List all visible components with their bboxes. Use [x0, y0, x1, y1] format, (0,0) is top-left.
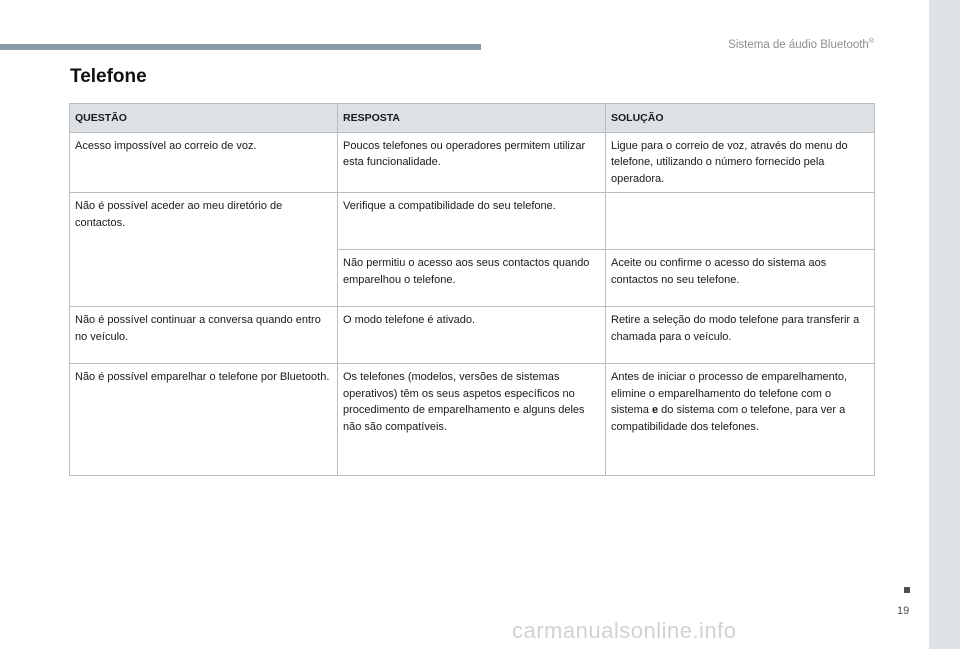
- header-title-text: Sistema de áudio Bluetooth: [728, 38, 869, 51]
- page-marker-square: [904, 587, 910, 593]
- solution-text-pre: Antes de iniciar o processo de emparelhamento, elimine o emparelhamento do telefone com o sistema: [611, 371, 848, 416]
- solution-cell: Retire a seleção do modo telefone para transferir a chamada para o veículo.: [606, 307, 875, 364]
- faq-table: [69, 103, 875, 476]
- header-accent-bar: [0, 44, 481, 50]
- section-title: Telefone: [70, 66, 147, 87]
- solution-cell: [606, 364, 875, 476]
- question-cell: Acesso impossível ao correio de voz.: [70, 132, 338, 193]
- solution-text-bold: e: [651, 404, 659, 416]
- registered-mark: ®: [868, 38, 874, 45]
- column-header-solution: SOLUÇÃO: [606, 104, 875, 133]
- question-cell: Não é possível emparelhar o telefone por Bluetooth.: [70, 364, 338, 476]
- header-title: [728, 38, 874, 51]
- table-row: [70, 364, 875, 476]
- solution-cell: Ligue para o correio de voz, através do menu do telefone, utilizando o número fornecido pela operadora.: [606, 132, 875, 193]
- solution-cell: Aceite ou confirme o acesso do sistema aos contactos no seu telefone.: [606, 250, 875, 307]
- column-header-question: QUESTÃO: [70, 104, 338, 133]
- answer-cell: Os telefones (modelos, versões de sistemas operativos) têm os seus aspetos específicos no procedimento de emparelhamento e alguns deles não são compatíveis.: [338, 364, 606, 476]
- solution-cell: [606, 193, 875, 250]
- table-row: [70, 193, 875, 250]
- table-row: [70, 307, 875, 364]
- page-number: 19: [897, 605, 910, 617]
- question-cell: Não é possível continuar a conversa quando entro no veículo.: [70, 307, 338, 364]
- table-header-row: [70, 104, 875, 133]
- answer-cell: Poucos telefones ou operadores permitem utilizar esta funcionalidade.: [338, 132, 606, 193]
- answer-cell: O modo telefone é ativado.: [338, 307, 606, 364]
- answer-cell: Não permitiu o acesso aos seus contactos quando emparelhou o telefone.: [338, 250, 606, 307]
- side-margin-strip: [929, 0, 960, 649]
- solution-text-post: do sistema com o telefone, para ver a compatibilidade dos telefones.: [611, 404, 846, 433]
- watermark: carmanualsonline.info: [512, 618, 737, 643]
- table-row: [70, 132, 875, 193]
- column-header-answer: RESPOSTA: [338, 104, 606, 133]
- answer-cell: Verifique a compatibilidade do seu telefone.: [338, 193, 606, 250]
- question-cell: Não é possível aceder ao meu diretório de contactos.: [70, 193, 338, 307]
